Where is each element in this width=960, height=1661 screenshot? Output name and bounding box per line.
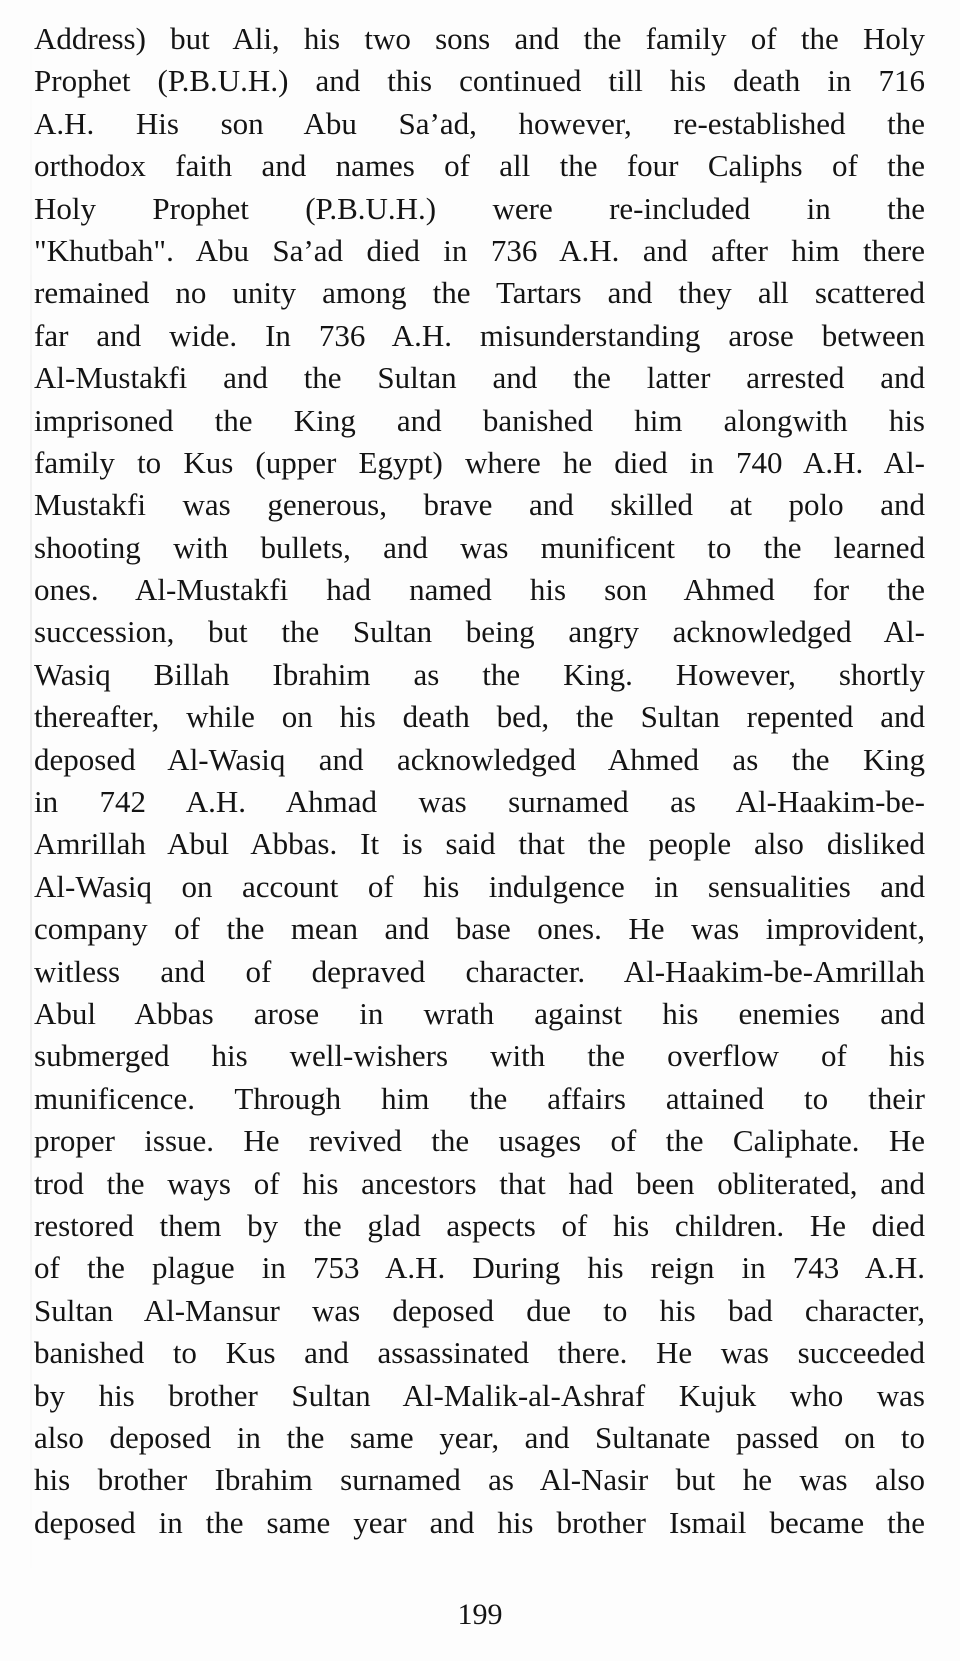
text-line: submerged his well-wishers with the overflow of his [34, 1038, 925, 1074]
text-line: Prophet (P.B.U.H.) and this continued till his death in 716 [34, 63, 925, 99]
text-line: his brother Ibrahim surnamed as Al-Nasir but he was also [34, 1462, 925, 1498]
text-line: Address) but Ali, his two sons and the family of the Holy [34, 21, 925, 56]
scan-margin-shadow [30, 18, 32, 1588]
text-line: remained no unity among the Tartars and they all scattered [34, 275, 925, 311]
text-line: A.H. His son Abu Sa’ad, however, re-established the [34, 105, 925, 141]
text-line: thereafter, while on his death bed, the Sultan repented and [34, 699, 925, 735]
text-line: also deposed in the same year, and Sultanate passed on to [34, 1419, 925, 1455]
text-line: family to Kus (upper Egypt) where he died in 740 A.H. Al- [34, 444, 925, 480]
text-line: Amrillah Abul Abbas. It is said that the people also disliked [34, 826, 925, 862]
text-line: far and wide. In 736 A.H. misunderstanding arose between [34, 317, 925, 353]
text-line: deposed Al-Wasiq and acknowledged Ahmed as the King [34, 741, 925, 777]
text-line: in 742 A.H. Ahmad was surnamed as Al-Haakim-be- [34, 784, 925, 820]
text-line: Holy Prophet (P.B.U.H.) were re-included in the [34, 190, 925, 226]
text-line: munificence. Through him the affairs attained to their [34, 1080, 925, 1116]
text-line: "Khutbah". Abu Sa’ad died in 736 A.H. and after him there [34, 232, 925, 268]
text-line: proper issue. He revived the usages of the Caliphate. He [34, 1123, 925, 1159]
text-line: company of the mean and base ones. He was improvident, [34, 911, 925, 947]
text-line: deposed in the same year and his brother Ismail became the [34, 1504, 925, 1540]
text-line: Sultan Al-Mansur was deposed due to his bad character, [34, 1292, 925, 1328]
text-line: by his brother Sultan Al-Malik-al-Ashraf Kujuk who was [34, 1377, 925, 1413]
text-line: imprisoned the King and banished him alongwith his [34, 402, 925, 438]
text-line: banished to Kus and assassinated there. He was succeeded [34, 1335, 925, 1371]
text-line: Mustakfi was generous, brave and skilled at polo and [34, 487, 925, 523]
text-line: Wasiq Billah Ibrahim as the King. However, shortly [34, 656, 925, 692]
text-line: restored them by the glad aspects of his children. He died [34, 1207, 925, 1243]
text-line: witless and of depraved character. Al-Haakim-be-Amrillah [34, 953, 925, 989]
text-line: orthodox faith and names of all the four Caliphs of the [34, 148, 925, 184]
text-line: Abul Abbas arose in wrath against his enemies and [34, 995, 925, 1031]
text-line: trod the ways of his ancestors that had been obliterated, and [34, 1165, 925, 1201]
text-line: shooting with bullets, and was munificent to the learned [34, 529, 925, 565]
text-line: ones. Al-Mustakfi had named his son Ahmed for the [34, 572, 925, 608]
page-number: 199 [457, 1598, 503, 1631]
body-text [34, 18, 925, 1544]
text-line: succession, but the Sultan being angry acknowledged Al- [34, 614, 925, 650]
text-line: of the plague in 753 A.H. During his reign in 743 A.H. [34, 1250, 925, 1286]
text-line: Al-Mustakfi and the Sultan and the latter arrested and [34, 360, 925, 396]
text-line: Al-Wasiq on account of his indulgence in sensualities and [34, 868, 925, 904]
